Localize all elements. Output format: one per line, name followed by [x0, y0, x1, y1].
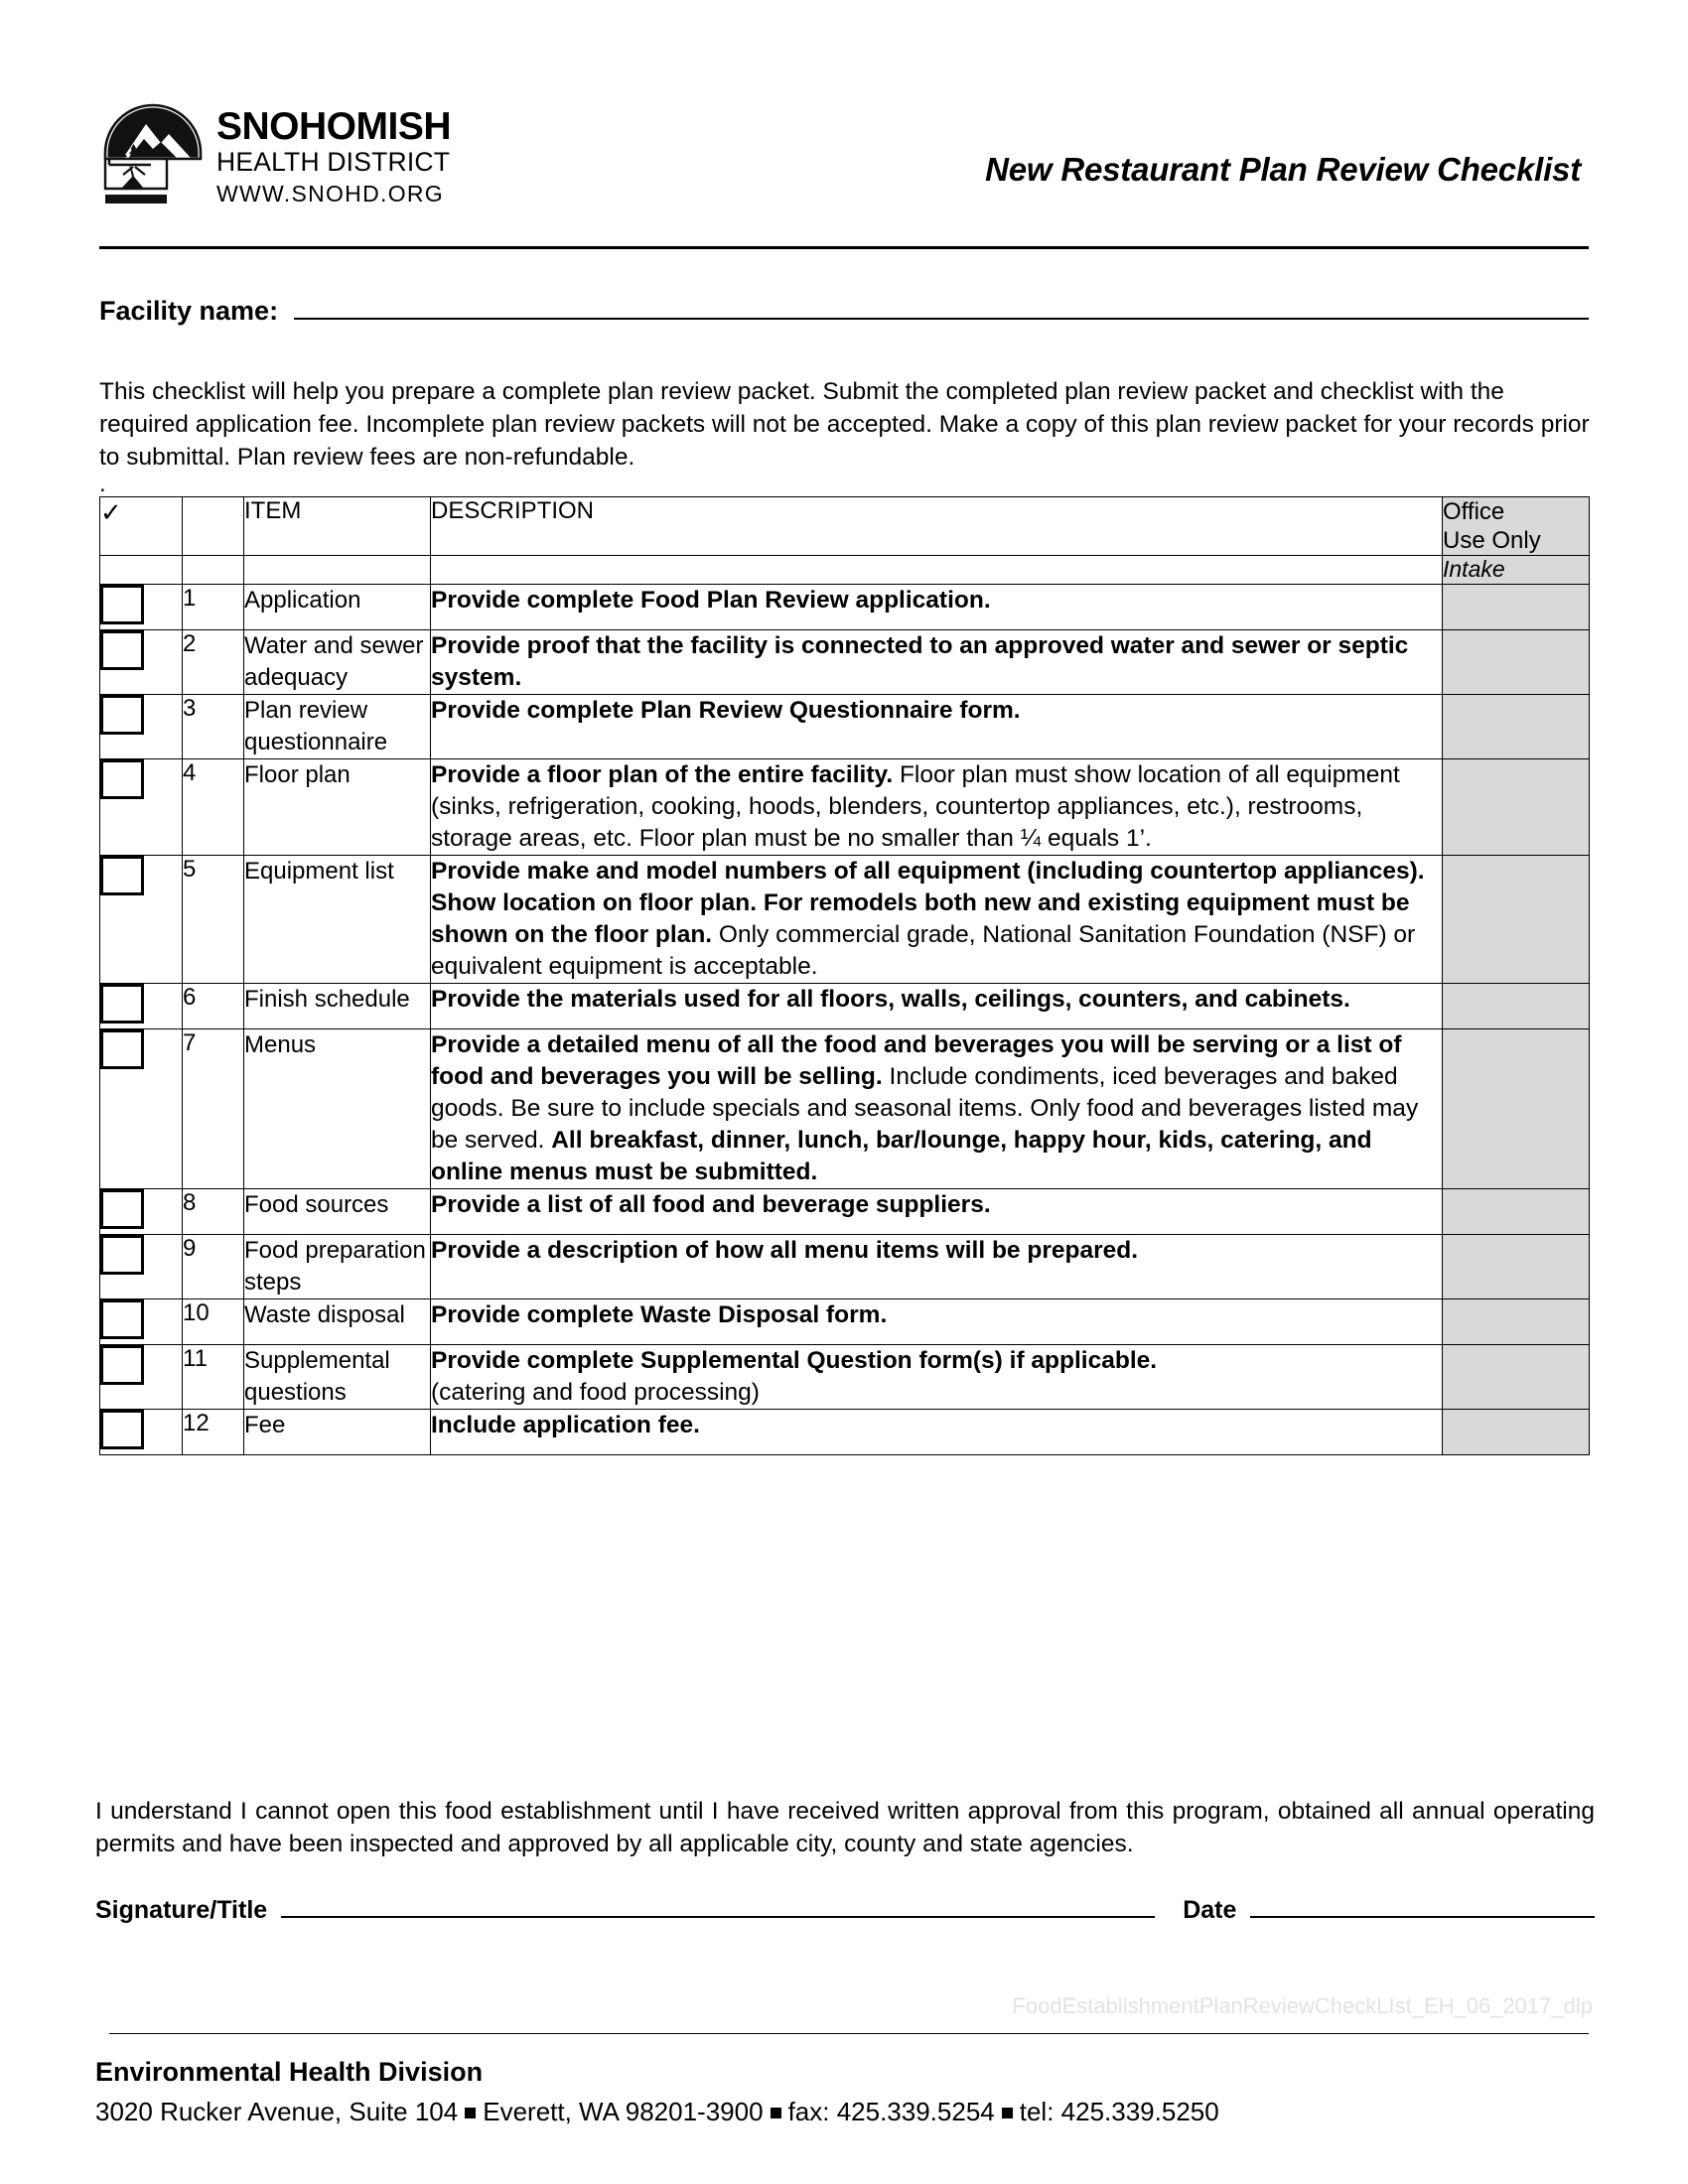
row-description: [431, 585, 1443, 630]
table-row: [100, 1189, 1590, 1235]
row-description: [431, 856, 1443, 984]
row-number: 10: [183, 1299, 244, 1345]
checkbox-2[interactable]: [100, 630, 144, 670]
table-row: [100, 856, 1590, 984]
row-description-bold: Provide complete Waste Disposal form.: [431, 1301, 888, 1328]
row-number: 8: [183, 1189, 244, 1235]
row-item-name: Waste disposal: [244, 1299, 431, 1345]
checkbox-cell[interactable]: [100, 984, 183, 1029]
footer-division-name: Environmental Health Division: [95, 2057, 484, 2087]
office-use-cell[interactable]: [1443, 695, 1590, 759]
checklist-table: [99, 496, 1590, 1455]
checkbox-12[interactable]: [100, 1410, 144, 1449]
row-item-name: Finish schedule: [244, 984, 431, 1029]
checkbox-cell[interactable]: [100, 1299, 183, 1345]
checkbox-cell[interactable]: [100, 759, 183, 856]
office-use-line1: Office: [1443, 498, 1505, 525]
checkbox-cell[interactable]: [100, 1345, 183, 1410]
row-item-name: Floor plan: [244, 759, 431, 856]
row-description: [431, 630, 1443, 695]
header-description: DESCRIPTION: [431, 497, 1443, 556]
footer-fax: fax: 425.339.5254: [787, 2097, 995, 2126]
row-description-bold: Provide complete Supplemental Question form(s) if applicable.: [431, 1347, 1158, 1374]
office-use-cell[interactable]: [1443, 1029, 1590, 1189]
row-description: [431, 1029, 1443, 1189]
row-description-bold: Provide make and model numbers of all equipment (including countertop appliances). Show location on floor plan. For remodels both new and existing equipment must be shown on the floor plan.: [431, 858, 1425, 948]
checkbox-cell[interactable]: [100, 695, 183, 759]
row-description-bold: Provide complete Plan Review Questionnaire form.: [431, 697, 1021, 724]
row-description-rest: Include condiments, iced beverages and baked goods. Be sure to include specials and seasonal items. Only food and beverages listed may be served.: [431, 1063, 1419, 1154]
intake-check-spacer: [100, 556, 183, 585]
row-number: 12: [183, 1410, 244, 1455]
row-description: [431, 1299, 1443, 1345]
row-item-name: Food preparation steps: [244, 1235, 431, 1299]
checkbox-1[interactable]: [100, 585, 144, 624]
checkbox-5[interactable]: [100, 856, 144, 895]
signature-label: Signature/Title: [95, 1896, 268, 1924]
checkbox-cell[interactable]: [100, 1029, 183, 1189]
stray-period: .: [99, 471, 106, 497]
facility-name-row: [99, 294, 1589, 327]
checkbox-6[interactable]: [100, 984, 144, 1024]
row-description: [431, 1235, 1443, 1299]
checkbox-9[interactable]: [100, 1235, 144, 1275]
signature-input[interactable]: [281, 1894, 1155, 1918]
agency-logo: [99, 99, 477, 228]
row-description-bold: Provide a list of all food and beverage suppliers.: [431, 1191, 991, 1218]
checkbox-11[interactable]: [100, 1345, 144, 1385]
checkbox-cell[interactable]: [100, 630, 183, 695]
agency-logo-text: [216, 107, 485, 207]
row-description-line2: (catering and food processing): [431, 1379, 760, 1406]
intake-desc-spacer: [431, 556, 1443, 585]
checkbox-cell[interactable]: [100, 1189, 183, 1235]
agency-name: SNOHOMISH: [216, 105, 452, 148]
table-row: [100, 759, 1590, 856]
row-number: 11: [183, 1345, 244, 1410]
facility-name-label: Facility name:: [99, 296, 279, 326]
row-description: [431, 1345, 1443, 1410]
row-number: 9: [183, 1235, 244, 1299]
footer-address: [95, 2097, 1219, 2127]
row-description-bold2: All breakfast, dinner, lunch, bar/lounge, happy hour, kids, catering, and online menus must be submitted.: [431, 1127, 1372, 1185]
row-description-bold: Provide a detailed menu of all the food and beverages you will be serving or a list of food and beverages you will be selling.: [431, 1031, 1402, 1090]
office-use-cell[interactable]: [1443, 1410, 1590, 1455]
row-description-bold: Provide a floor plan of the entire facility.: [431, 761, 894, 788]
table-row: [100, 1029, 1590, 1189]
header-number: [183, 497, 244, 556]
row-item-name: Application: [244, 585, 431, 630]
bullet-square-icon-2: [771, 2108, 781, 2118]
document-header: [99, 99, 1589, 238]
office-use-cell[interactable]: [1443, 856, 1590, 984]
table-row: [100, 1299, 1590, 1345]
bullet-square-icon-3: [1002, 2108, 1013, 2118]
row-description-rest: Only commercial grade, National Sanitation Foundation (NSF) or equivalent equipment is acceptable.: [431, 921, 1416, 980]
table-row: [100, 585, 1590, 630]
office-use-cell[interactable]: [1443, 1345, 1590, 1410]
table-row: [100, 1345, 1590, 1410]
row-number: 3: [183, 695, 244, 759]
intake-row: [100, 556, 1590, 585]
table-header-row: [100, 497, 1590, 556]
footer-street: 3020 Rucker Avenue, Suite 104: [95, 2097, 459, 2126]
row-item-name: Menus: [244, 1029, 431, 1189]
checkbox-cell[interactable]: [100, 585, 183, 630]
page-title: New Restaurant Plan Review Checklist: [985, 151, 1581, 188]
row-description: [431, 1410, 1443, 1455]
bullet-square-icon: [465, 2108, 476, 2118]
header-item: ITEM: [244, 497, 431, 556]
office-use-line2: Use Only: [1443, 527, 1541, 554]
office-use-cell[interactable]: [1443, 630, 1590, 695]
row-item-name: Water and sewer adequacy: [244, 630, 431, 695]
facility-name-input[interactable]: [294, 294, 1589, 320]
footer-tel: tel: 425.339.5250: [1019, 2097, 1219, 2126]
footer-city: Everett, WA 98201-3900: [483, 2097, 764, 2126]
row-item-name: Plan review questionnaire: [244, 695, 431, 759]
table-row: [100, 695, 1590, 759]
checkbox-3[interactable]: [100, 695, 144, 735]
agency-subtitle: HEALTH DISTRICT: [216, 147, 451, 177]
signature-row: [95, 1894, 1595, 1925]
row-description-rest: Floor plan must show location of all equipment (sinks, refrigeration, cooking, hoods, blenders, countertop appliances, etc.), restrooms, storage areas, etc. Floor plan must be no smaller than ¼ equals 1’.: [431, 761, 1400, 852]
intake-item-spacer: [244, 556, 431, 585]
header-divider: [99, 246, 1589, 249]
checkbox-10[interactable]: [100, 1299, 144, 1339]
office-use-cell[interactable]: [1443, 984, 1590, 1029]
row-item-name: Equipment list: [244, 856, 431, 984]
office-use-cell[interactable]: [1443, 1299, 1590, 1345]
row-description-bold: Provide complete Food Plan Review application.: [431, 587, 991, 614]
row-item-name: Food sources: [244, 1189, 431, 1235]
date-label: Date: [1183, 1896, 1237, 1924]
row-number: 4: [183, 759, 244, 856]
intake-label: Intake: [1443, 556, 1590, 585]
snohomish-mountain-logo-icon: [99, 103, 207, 210]
row-description: [431, 759, 1443, 856]
agency-website: WWW.SNOHD.ORG: [216, 181, 444, 206]
footer-divider: [109, 2033, 1589, 2034]
row-item-name: Fee: [244, 1410, 431, 1455]
row-description: [431, 984, 1443, 1029]
row-description-bold: Include application fee.: [431, 1412, 700, 1438]
checkbox-7[interactable]: [100, 1029, 144, 1069]
checkbox-cell[interactable]: [100, 856, 183, 984]
table-row: [100, 630, 1590, 695]
checkbox-cell[interactable]: [100, 1410, 183, 1455]
checkbox-4[interactable]: [100, 759, 144, 799]
intake-num-spacer: [183, 556, 244, 585]
row-description-bold: Provide proof that the facility is connected to an approved water and sewer or septic system.: [431, 632, 1409, 691]
row-number: 5: [183, 856, 244, 984]
row-number: 2: [183, 630, 244, 695]
header-office-use-only: [1443, 497, 1590, 556]
office-use-cell[interactable]: [1443, 759, 1590, 856]
checkbox-8[interactable]: [100, 1189, 144, 1229]
row-number: 7: [183, 1029, 244, 1189]
checkbox-cell[interactable]: [100, 1235, 183, 1299]
table-row: [100, 1410, 1590, 1455]
acknowledgement-paragraph: I understand I cannot open this food establishment until I have received written approval from this program, obtained all annual operating permits and have been inspected and approved by all applicable city, county and state agencies.: [95, 1798, 1595, 1857]
office-use-cell[interactable]: [1443, 1189, 1590, 1235]
row-description-bold: Provide a description of how all menu items will be prepared.: [431, 1237, 1139, 1264]
document-code: FoodEstablishmentPlanReviewCheckLIst_EH_06_2017_dlp: [1012, 1993, 1593, 2018]
table-row: [100, 984, 1590, 1029]
row-description: [431, 695, 1443, 759]
office-use-cell[interactable]: [1443, 1235, 1590, 1299]
header-check-icon: ✓: [100, 497, 183, 556]
row-number: 1: [183, 585, 244, 630]
row-description: [431, 1189, 1443, 1235]
row-description-bold: Provide the materials used for all floors, walls, ceilings, counters, and cabinets.: [431, 986, 1350, 1013]
date-input[interactable]: [1250, 1894, 1595, 1918]
intro-paragraph: This checklist will help you prepare a complete plan review packet. Submit the completed plan review packet and checklist with the required application fee. Incomplete plan review packets will not be accepted. Make a copy of this plan review packet for your records prior to submittal. Plan review fees are non-refundable.: [99, 378, 1590, 471]
row-number: 6: [183, 984, 244, 1029]
office-use-cell[interactable]: [1443, 585, 1590, 630]
table-row: [100, 1235, 1590, 1299]
row-item-name: Supplemental questions: [244, 1345, 431, 1410]
